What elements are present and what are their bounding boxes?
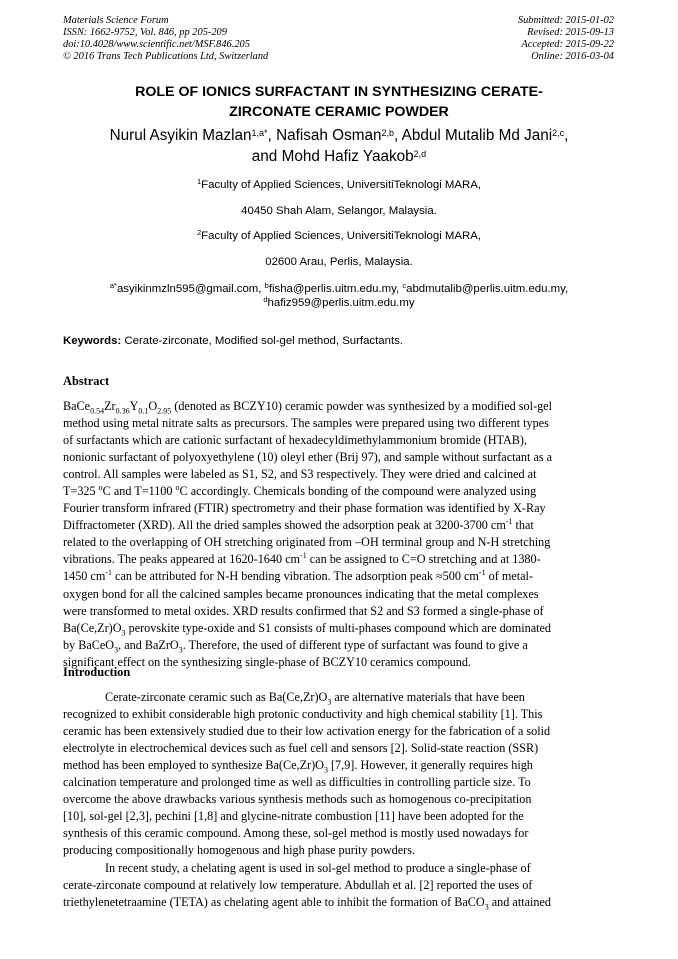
text-line: electrolyte in electrochemical devices such as fuel cell and sensors [2]. Solid-state reaction (SSR) <box>63 741 539 756</box>
title-line: ROLE OF IONICS SURFACTANT IN SYNTHESIZING CERATE- <box>135 84 543 100</box>
text-line: $BaCe_{0.54}Zr_{0.36}Y_{0.1}O_{2.95}$ (denoted as BCZY10) ceramic powder was synthesized by a modified sol-gel <box>63 399 552 416</box>
introduction-body-2 <box>63 860 614 911</box>
email-link[interactable]: fisha@perlis.uitm.edu.my, <box>268 283 400 295</box>
submitted-date: Submitted: 2015-01-02 <box>517 15 614 26</box>
copyright: © 2016 Trans Tech Publications Ltd, Switzerland <box>63 50 269 62</box>
text-line: producing compositionally homogenous and high phase purity powders. <box>63 843 416 858</box>
text-line: triethylenetetraamine (TETA) as chelating agent able to inhibit the formation of BaCO$_3$ and attained <box>63 895 551 912</box>
text-line: method has been employed to synthesize $Ba(Ce,Zr)O_3$ [7,9]. However, it generally requires high <box>63 758 533 775</box>
section-heading: Abstract <box>63 374 110 388</box>
text-line: synthesis of this ceramic compound. Among these, sol-gel method is mostly used nowadays for <box>63 826 529 841</box>
text-line: significant effect on the synthesizing single-phase of BCZY10 ceramics compound. <box>63 654 471 669</box>
text-line: T=325 $^o$C and T=1100 $^o$C accordingly. Chemicals bonding of the compound were analyzed using <box>63 483 537 499</box>
revised-date: Revised: 2015-09-13 <box>527 26 614 38</box>
email-list: $^{a*}$asyikinmzln595@gmail.com, $^b$fisha@perlis.uitm.edu.my, $^c$abdmutalib@perlis.uitm.edu.my, <box>109 281 569 295</box>
affiliation-2-address: 02600 Arau, Perlis, Malaysia. <box>265 256 413 268</box>
text-line: method using metal nitrate salts as precursors. The samples were prepared using two different types <box>63 416 549 431</box>
author-and: and <box>251 148 278 165</box>
text-line: overcome the above drawbacks various synthesis methods such as homogenous co-precipitation <box>63 792 532 807</box>
text-line: recognized to exhibit considerable high protonic conductivity and high chemical stability [1]. This <box>63 707 543 722</box>
text-line: [10], sol-gel [2,3], pechini [1,8] and glycine-nitrate combustion [11] have been adopted for the <box>63 809 524 824</box>
title-line: ZIRCONATE CERAMIC POWDER <box>229 104 449 120</box>
text-line: Fourier transform infrared (FTIR) spectrometry and their phase formation was identified by X-Ray <box>63 501 546 516</box>
accepted-date: Accepted: 2015-09-22 <box>521 38 614 50</box>
author-affiliation-mark: 1,a* <box>251 128 268 138</box>
text-line: vibrations. The peaks appeared at 1620-1640 $cm^{-1}$ can be assigned to C=O stretching and at 1380- <box>63 551 541 567</box>
author-affiliation-mark: 2,b <box>381 128 394 138</box>
email-link[interactable]: asyikinmzln595@gmail.com, <box>116 283 262 295</box>
author-name: Abdul Mutalib Md Jani <box>401 127 553 144</box>
author-name: Nafisah Osman <box>276 127 382 144</box>
keywords-text: Cerate-zirconate, Modified sol-gel method, Surfactants. <box>124 335 403 347</box>
journal-name: Materials Science Forum <box>63 15 169 26</box>
text-line: Cerate-zirconate ceramic such as $Ba(Ce,Zr)O_3$ are alternative materials that have been <box>105 690 525 707</box>
affiliation-1-address: 40450 Shah Alam, Selangor, Malaysia. <box>241 205 437 217</box>
section-heading: Introduction <box>63 665 131 679</box>
text-line: were transformed to metal oxides. XRD results confirmed that S2 and S3 formed a single-phase of <box>63 603 544 618</box>
author-affiliation-mark: 2,c <box>552 128 565 138</box>
keywords <box>63 335 403 347</box>
author-affiliation-mark: 2,d <box>413 149 427 159</box>
submission-dates <box>518 15 614 63</box>
email-link[interactable]: hafiz959@perlis.uitm.edu.my <box>267 297 415 309</box>
text-line: $Ba(Ce,Zr)O_3$ perovskite type-oxide and S1 consists of multi-phases compound which are dominated <box>63 620 552 638</box>
paper-title <box>60 82 618 122</box>
text-line: nonionic surfactant of polyoxyethylene (10) oleyl ether (Brij 97), and sample without surfactant as a <box>63 450 553 465</box>
text-line: related to the overlapping of OH stretching originated from –OH terminal group and N-H stretching <box>63 535 551 550</box>
text-line: calcination temperature and prolonged time as well as difficulties in controlling particle size. To <box>63 775 531 790</box>
author-name: Mohd Hafiz Yaakob <box>281 148 414 165</box>
text-line: by BaCeO$_3$, and BaZrO$_3$. Therefore, the used of different type of surfactant was found to give a <box>63 637 528 655</box>
introduction-body <box>63 689 614 859</box>
affiliation-1: $^1$Faculty of Applied Sciences, UniversitiTeknologi MARA, <box>197 177 481 191</box>
text-line: 1450 $cm^{-1}$ can be attributed for N-H bending vibration. The adsorption peak ≈500 $cm^{-1}$ of metal- <box>63 568 533 584</box>
email-link[interactable]: abdmutalib@perlis.uitm.edu.my, <box>406 283 569 295</box>
abstract-body <box>63 398 614 671</box>
text-line: In recent study, a chelating agent is used in sol-gel method to produce a single-phase of <box>105 861 531 875</box>
keywords-label: Keywords: <box>63 335 122 347</box>
text-line: of surfactants which are cationic surfactant of hexadecyldimethylammonium bromide (HTAB), <box>63 433 528 448</box>
email-list-cont: $^d$hafiz959@perlis.uitm.edu.my <box>263 295 415 309</box>
journal-info <box>63 15 268 63</box>
text-line: ceramic has been extensively studied due to their low activation energy for the fabrication of a solid <box>63 724 551 739</box>
text-line: cerate-zirconate compound at relatively low temperature. Abdullah et al. [2] reported the uses of <box>63 878 533 893</box>
author-name: Nurul Asyikin Mazlan <box>109 127 252 144</box>
text-line: Diffractometer (XRD). All the dried samples showed the adsorption peak at 3200-3700 $cm^{-1}$ that <box>63 517 534 533</box>
author-list: Nurul Asyikin Mazlan$^{1,a*}$, Nafisah Osman$^{2,b}$, Abdul Mutalib Md Jani$^{2,c}$, and Mohd Hafiz Yaakob$^{2,d}$ <box>109 127 569 165</box>
journal-issn: ISSN: 1662-9752, Vol. 846, pp 205-209 <box>63 26 227 38</box>
journal-doi: doi:10.4028/www.scientific.net/MSF.846.205 <box>63 38 250 50</box>
affiliation-2: $^2$Faculty of Applied Sciences, UniversitiTeknologi MARA, <box>197 228 481 242</box>
text-line: oxygen bond for all the calcined samples became pronounces indicating that the metal complexes <box>63 586 539 601</box>
text-line: control. All samples were labeled as S1, S2, and S3 respectively. They were dried and calcined at <box>63 467 537 482</box>
online-date: Online: 2016-03-04 <box>531 50 614 62</box>
